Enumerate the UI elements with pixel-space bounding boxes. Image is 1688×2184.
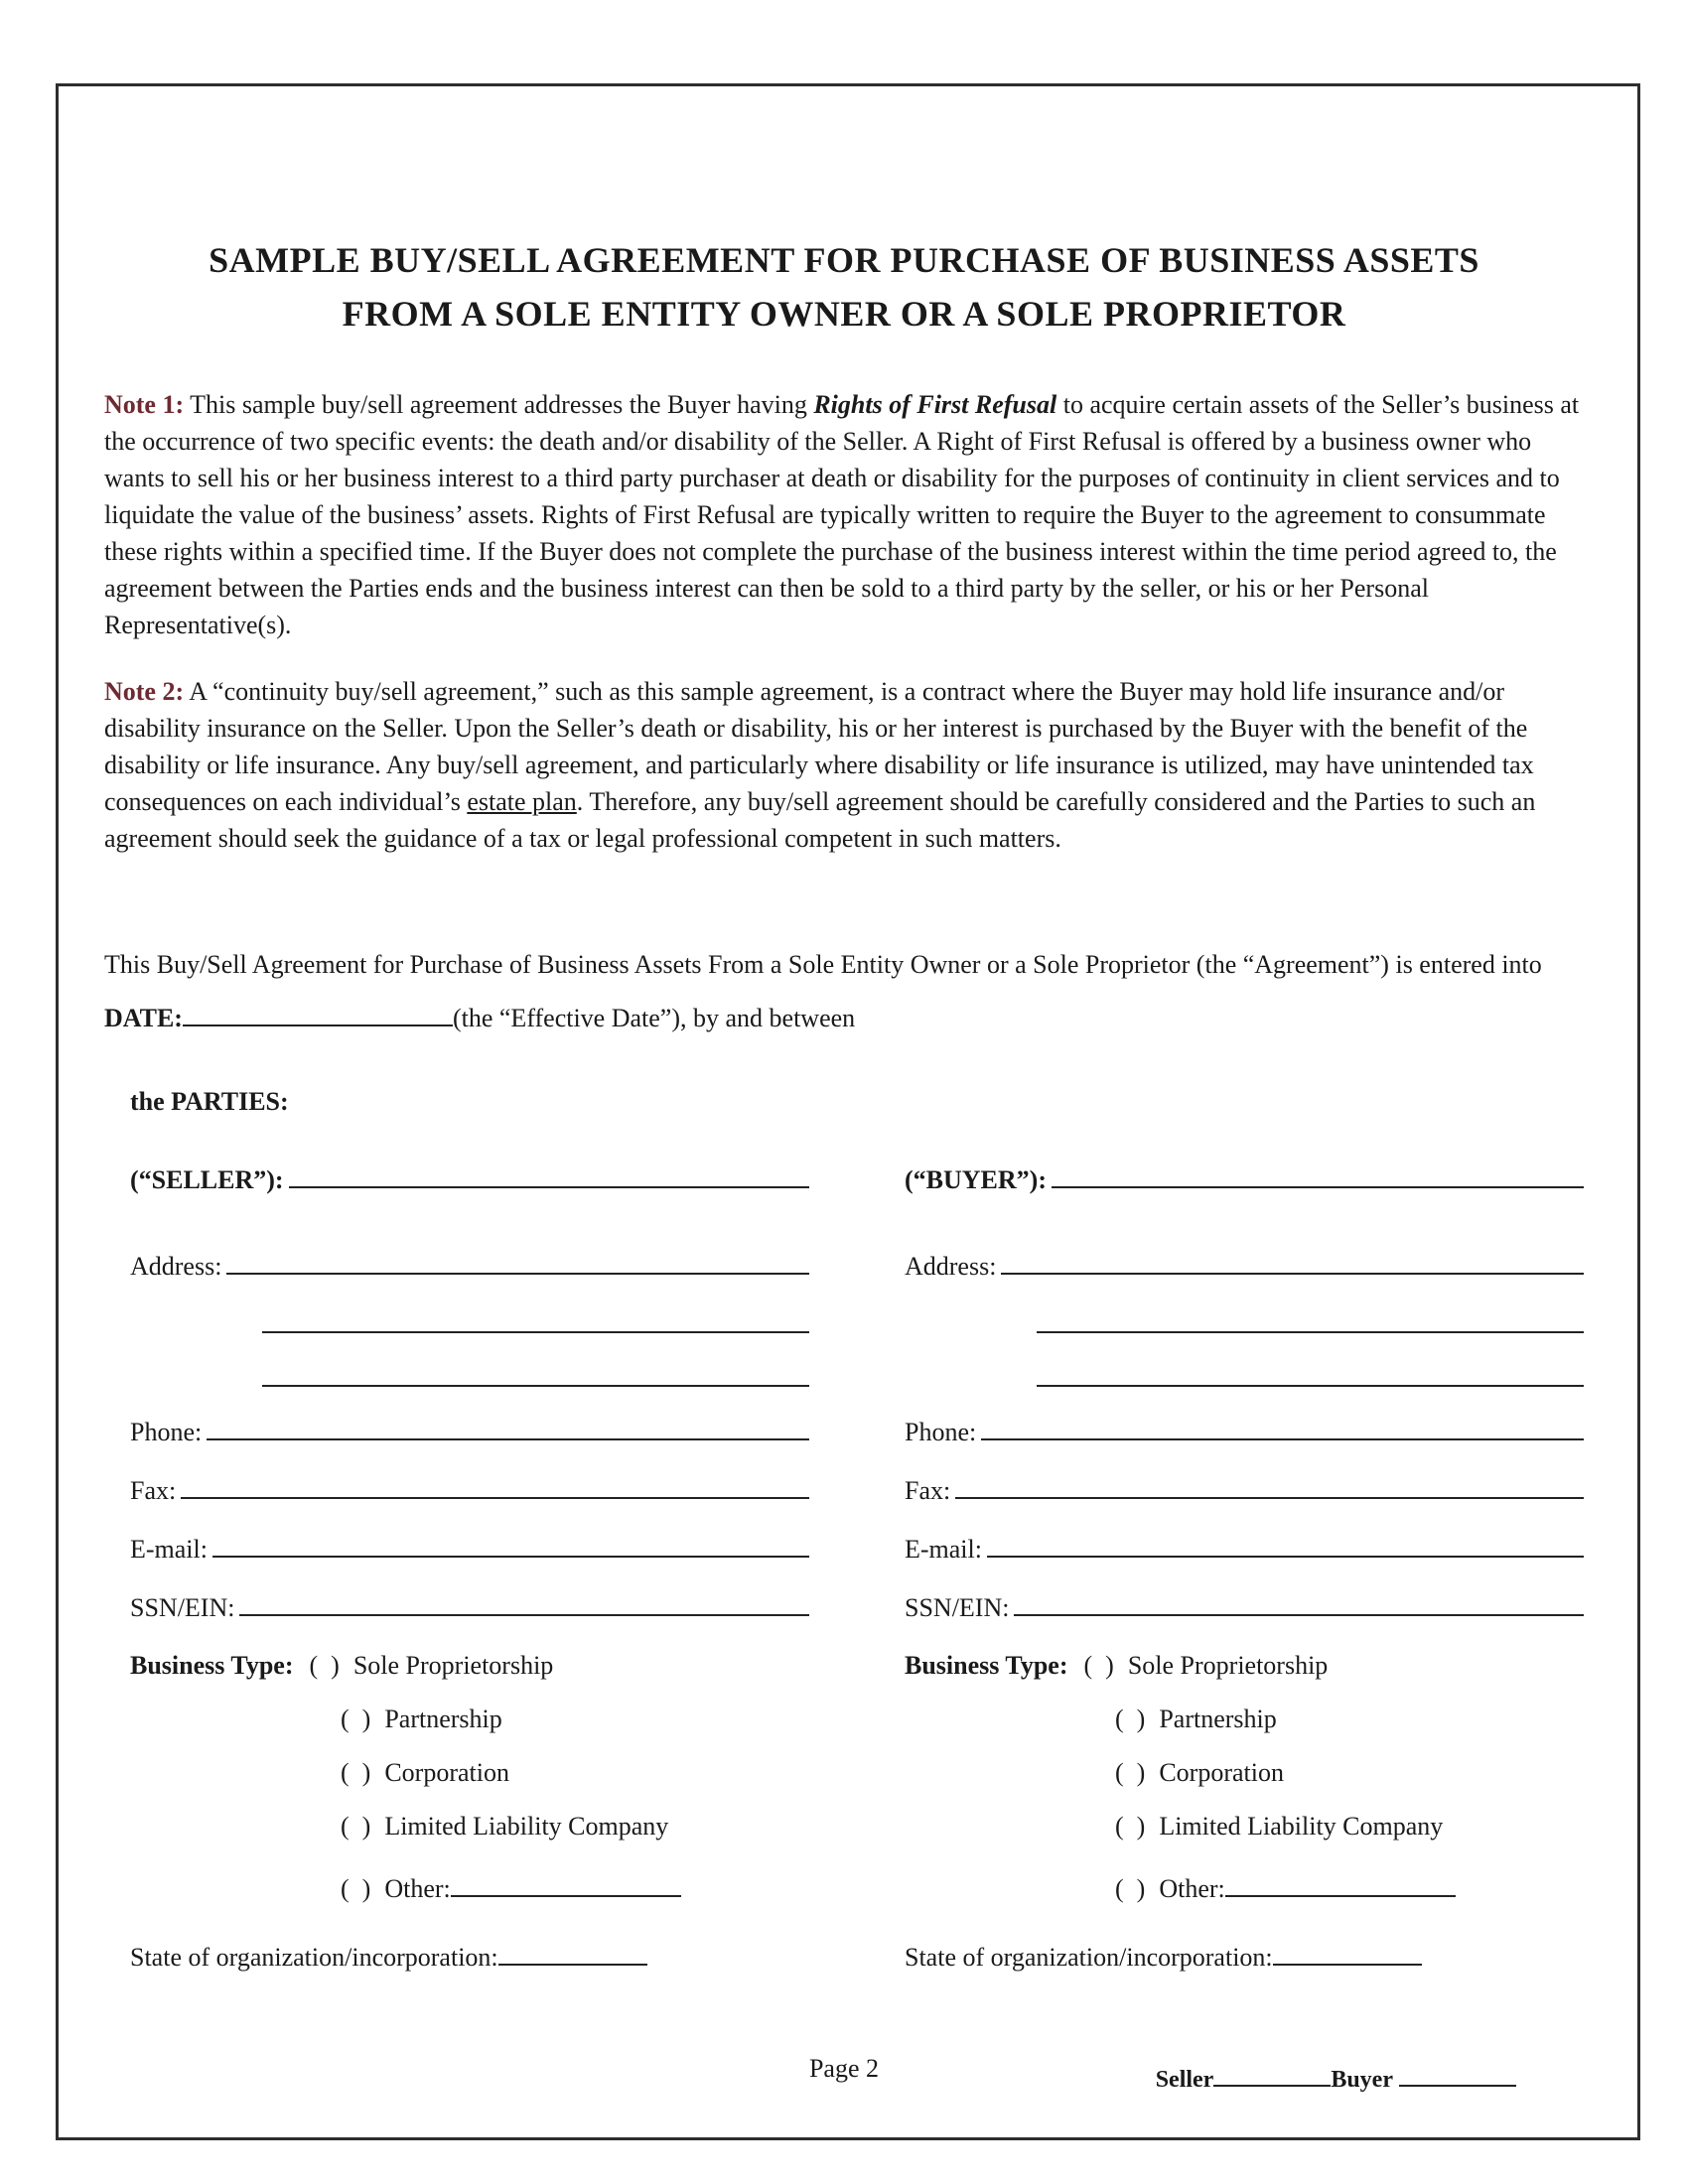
buyer-ssn-blank[interactable]	[1014, 1584, 1584, 1616]
bt-option-label: Limited Liability Company	[1159, 1812, 1444, 1841]
seller-column	[130, 1157, 809, 1992]
seller-ssn-blank[interactable]	[239, 1584, 809, 1616]
buyer-bt-partnership-checkbox[interactable]: ( )	[1115, 1705, 1146, 1733]
seller-bt-llc-row	[341, 1812, 809, 1845]
bt-option-label: Corporation	[384, 1758, 509, 1787]
bt-option-label: Sole Proprietorship	[1127, 1651, 1329, 1680]
seller-bt-partnership-checkbox[interactable]: ( )	[341, 1705, 371, 1733]
intro-text-post: (the “Effective Date”), by and between	[452, 1004, 856, 1032]
seller-address-blank-2[interactable]	[262, 1301, 809, 1333]
buyer-business-type-row	[905, 1651, 1584, 1685]
seller-business-type-row	[130, 1651, 809, 1685]
buyer-address-row	[905, 1243, 1584, 1282]
seller-bt-other-checkbox[interactable]: ( )	[341, 1874, 371, 1903]
buyer-address-blank-1[interactable]	[1001, 1243, 1584, 1275]
address-label: Address:	[905, 1252, 997, 1281]
buyer-email-row	[905, 1526, 1584, 1565]
parties-form	[130, 1157, 1584, 1992]
state-label: State of organization/incorporation:	[130, 1943, 498, 1972]
buyer-name-blank[interactable]	[1052, 1157, 1584, 1188]
buyer-party-label: (“BUYER”):	[905, 1165, 1047, 1194]
page-border	[56, 83, 1640, 2140]
seller-bt-other-row	[341, 1865, 809, 1904]
seller-bt-corporation-row	[341, 1758, 809, 1792]
seller-state-blank[interactable]	[498, 1934, 647, 1966]
bt-option-label: Sole Proprietorship	[352, 1651, 554, 1680]
ssn-label: SSN/EIN:	[905, 1593, 1010, 1622]
bt-option-label: Partnership	[1159, 1705, 1277, 1733]
note-2-text-post: . Therefore, any buy/sell agreement should be carefully considered and the Parties to such an agreement should seek the guidance of a tax or legal professional competent in such matters.	[104, 787, 1536, 853]
fax-label: Fax:	[130, 1476, 177, 1505]
buyer-ssn-row	[905, 1584, 1584, 1623]
seller-bt-sole-proprietorship-checkbox[interactable]: ( )	[309, 1651, 340, 1680]
buyer-bt-sole-proprietorship-checkbox[interactable]: ( )	[1083, 1651, 1114, 1680]
buyer-bt-other-checkbox[interactable]: ( )	[1115, 1874, 1146, 1903]
date-blank[interactable]	[183, 995, 453, 1026]
title-line-1: SAMPLE BUY/SELL AGREEMENT FOR PURCHASE OF BUSINESS ASSETS	[209, 240, 1479, 280]
estate-plan-underlined-text: estate plan	[467, 787, 577, 816]
seller-initial-blank[interactable]	[1213, 2061, 1331, 2087]
seller-address-blank-3[interactable]	[262, 1355, 809, 1387]
date-label: DATE:	[104, 1004, 183, 1032]
page-number: Page 2	[808, 2054, 880, 2083]
buyer-address-blank-3[interactable]	[1037, 1355, 1584, 1387]
note-1-label: Note 1:	[104, 390, 185, 419]
note-1-text-pre: This sample buy/sell agreement addresses the Buyer having	[184, 390, 814, 419]
seller-bt-partnership-row	[341, 1705, 809, 1738]
note-2	[104, 673, 1584, 857]
bt-option-label: Corporation	[1159, 1758, 1284, 1787]
email-label: E-mail:	[130, 1535, 208, 1564]
title-line-2: FROM A SOLE ENTITY OWNER OR A SOLE PROPRIETOR	[342, 294, 1346, 334]
ssn-label: SSN/EIN:	[130, 1593, 235, 1622]
state-label: State of organization/incorporation:	[905, 1943, 1273, 1972]
buyer-party-row	[905, 1157, 1584, 1195]
note-2-label: Note 2:	[104, 677, 185, 706]
buyer-email-blank[interactable]	[987, 1526, 1584, 1558]
buyer-initial-blank[interactable]	[1399, 2061, 1516, 2087]
phone-label: Phone:	[130, 1418, 203, 1446]
buyer-bt-llc-checkbox[interactable]: ( )	[1115, 1812, 1146, 1841]
buyer-address-blank-2[interactable]	[1037, 1301, 1584, 1333]
parties-heading: the PARTIES:	[130, 1087, 289, 1116]
seller-bt-other-blank[interactable]	[451, 1865, 681, 1897]
buyer-bt-partnership-row	[1115, 1705, 1584, 1738]
note-1-text-post: to acquire certain assets of the Seller’s business at the occurrence of two specific events: the death and/or disability of the Seller. A Right of First Refusal is offered by a business owner who wants to sell his or her business interest to a third party purchaser at death or disability for the purposes of continuity in client services and to liquidate the value of the business’ assets. Rights of First Refusal are typically written to require the Buyer to the agreement to consummate these rights within a specified time. If the Buyer does not complete the purchase of the business interest within the time period agreed to, the agreement between the Parties ends and the business interest can then be sold to a third party by the seller, or his or her Personal Representative(s).	[104, 390, 1580, 639]
buyer-bt-llc-row	[1115, 1812, 1584, 1845]
seller-address-row-2	[257, 1301, 809, 1335]
seller-bt-corporation-checkbox[interactable]: ( )	[341, 1758, 371, 1787]
phone-label: Phone:	[905, 1418, 977, 1446]
buyer-state-blank[interactable]	[1273, 1934, 1422, 1966]
note-1	[104, 386, 1584, 643]
buyer-bt-corporation-row	[1115, 1758, 1584, 1792]
buyer-state-row	[905, 1934, 1584, 1973]
seller-address-blank-1[interactable]	[226, 1243, 809, 1275]
buyer-address-row-2	[1032, 1301, 1584, 1335]
note-1-emphasis: Rights of First Refusal	[813, 390, 1057, 419]
buyer-bt-other-row	[1115, 1865, 1584, 1904]
seller-party-label: (“SELLER”):	[130, 1165, 284, 1194]
seller-ssn-row	[130, 1584, 809, 1623]
buyer-bt-other-blank[interactable]	[1225, 1865, 1456, 1897]
seller-party-row	[130, 1157, 809, 1195]
buyer-address-row-3	[1032, 1355, 1584, 1389]
page-footer	[104, 2054, 1584, 2096]
fax-label: Fax:	[905, 1476, 951, 1505]
seller-state-row	[130, 1934, 809, 1973]
seller-phone-row	[130, 1409, 809, 1447]
buyer-fax-row	[905, 1467, 1584, 1506]
buyer-column	[905, 1157, 1584, 1992]
other-label: Other:	[384, 1874, 451, 1903]
bt-option-label: Limited Liability Company	[384, 1812, 669, 1841]
signature-initials	[1156, 2061, 1516, 2094]
seller-email-blank[interactable]	[212, 1526, 809, 1558]
buyer-bt-corporation-checkbox[interactable]: ( )	[1115, 1758, 1146, 1787]
note-2-text-pre: A “continuity buy/sell agreement,” such as this sample agreement, is a contract where the Buyer may hold life insurance and/or disability insurance on the Seller. Upon the Seller’s death or disability, his or her interest is purchased by the Buyer with the benefit of the disability or life insurance. Any buy/sell agreement, and particularly where disability or life insurance is utilized, may have unintended tax consequences on each individual’s	[104, 677, 1534, 816]
buyer-fax-blank[interactable]	[955, 1467, 1584, 1499]
buyer-phone-blank[interactable]	[981, 1409, 1584, 1440]
other-label: Other:	[1159, 1874, 1225, 1903]
seller-fax-blank[interactable]	[181, 1467, 809, 1499]
bt-option-label: Partnership	[384, 1705, 502, 1733]
intro-paragraph	[104, 938, 1584, 1045]
seller-bt-llc-checkbox[interactable]: ( )	[341, 1812, 371, 1841]
document-title	[104, 233, 1584, 341]
business-type-label: Business Type:	[130, 1651, 294, 1680]
buyer-phone-row	[905, 1409, 1584, 1447]
business-type-label: Business Type:	[905, 1651, 1068, 1680]
email-label: E-mail:	[905, 1535, 982, 1564]
seller-initial-label: Seller	[1155, 2067, 1214, 2093]
seller-address-row	[130, 1243, 809, 1282]
seller-address-row-3	[257, 1355, 809, 1389]
buyer-initial-label: Buyer	[1331, 2067, 1393, 2093]
address-label: Address:	[130, 1252, 222, 1281]
seller-fax-row	[130, 1467, 809, 1506]
seller-email-row	[130, 1526, 809, 1565]
intro-text-pre: This Buy/Sell Agreement for Purchase of Business Assets From a Sole Entity Owner or a Sole Proprietor (the “Agreement”) is entered into	[104, 950, 1542, 979]
seller-phone-blank[interactable]	[207, 1409, 809, 1440]
seller-name-blank[interactable]	[289, 1157, 809, 1188]
